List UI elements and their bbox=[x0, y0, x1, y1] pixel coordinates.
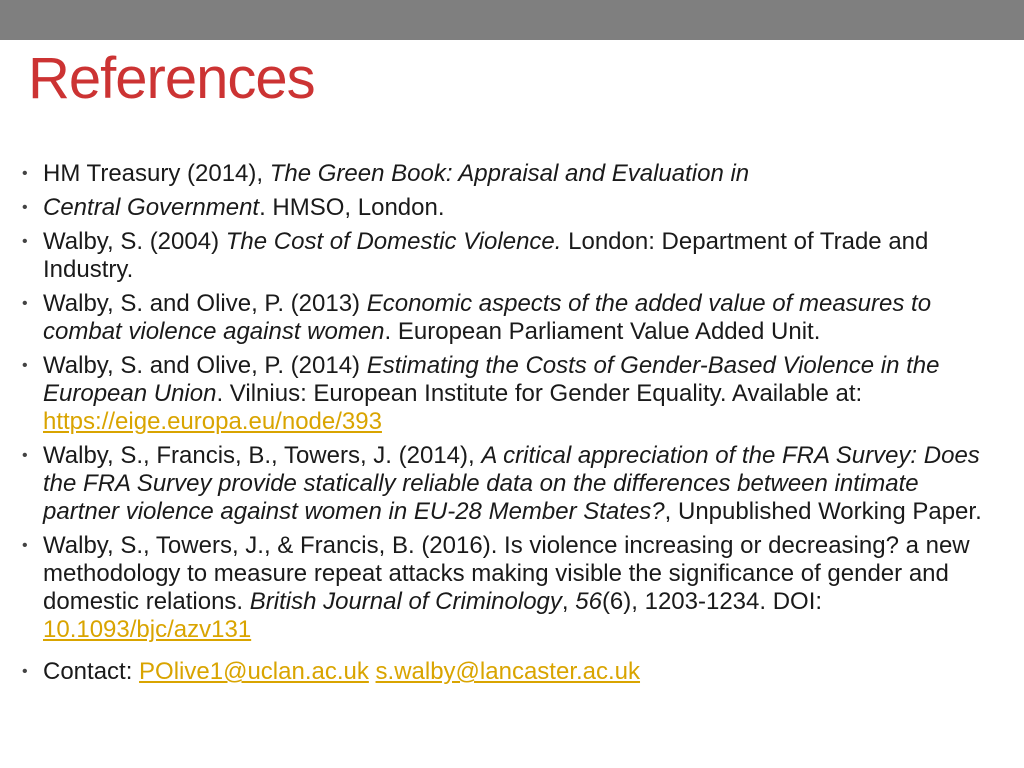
ref-doi-link[interactable]: 10.1093/bjc/azv131 bbox=[43, 616, 252, 643]
ref-title: The Cost of Domestic Violence. bbox=[225, 228, 562, 255]
reference-item bbox=[22, 194, 997, 222]
ref-title: A critical appreciation of the FRA Survey: Does the FRA Survey provide statically reliable data on the differences between intimate partner violence against women in EU-28 Member States? bbox=[43, 442, 980, 525]
slide-title: References bbox=[28, 46, 315, 111]
ref-title: The Green Book: Appraisal and Evaluation in bbox=[269, 160, 750, 187]
ref-link[interactable]: https://eige.europa.eu/node/393 bbox=[43, 408, 382, 435]
ref-publisher: London: Department of Trade and Industry. bbox=[43, 228, 929, 283]
reference-item bbox=[22, 290, 997, 346]
ref-publisher: . Vilnius: European Institute for Gender Equality. Available at: bbox=[216, 380, 863, 407]
reference-item bbox=[22, 352, 997, 436]
bullet-icon: • bbox=[22, 199, 28, 216]
bullet-icon: • bbox=[22, 663, 28, 680]
bullet-icon: • bbox=[22, 357, 28, 374]
contact-email-walby[interactable]: s.walby@lancaster.ac.uk bbox=[375, 658, 641, 685]
top-bar bbox=[0, 0, 1024, 40]
ref-author: Walby, S. and Olive, P. (2013) bbox=[43, 290, 367, 317]
ref-title: Economic aspects of the added value of measures to combat violence against women bbox=[43, 290, 932, 345]
ref-author: Walby, S., Francis, B., Towers, J. (2014), bbox=[43, 442, 482, 469]
ref-journal: British Journal of Criminology bbox=[249, 588, 562, 615]
reference-item bbox=[22, 532, 997, 644]
ref-author: Walby, S. and Olive, P. (2014) bbox=[43, 352, 367, 379]
ref-title: Estimating the Costs of Gender-Based Violence in the European Union bbox=[43, 352, 940, 407]
ref-volume: 56 bbox=[575, 588, 602, 615]
contact-item bbox=[22, 658, 997, 686]
ref-title: Central Government bbox=[43, 194, 260, 221]
bullet-icon: • bbox=[22, 537, 28, 554]
reference-list bbox=[22, 160, 997, 692]
bullet-icon: • bbox=[22, 295, 28, 312]
ref-pages: (6), 1203-1234. DOI: bbox=[601, 588, 823, 615]
reference-item bbox=[22, 160, 997, 188]
contact-email-olive[interactable]: POlive1@uclan.ac.uk bbox=[139, 658, 369, 685]
ref-publisher: . European Parliament Value Added Unit. bbox=[384, 318, 821, 345]
ref-separator: , bbox=[561, 588, 576, 615]
ref-publisher: , Unpublished Working Paper. bbox=[664, 498, 982, 525]
ref-publisher: . HMSO, London. bbox=[259, 194, 445, 221]
reference-item bbox=[22, 228, 997, 284]
bullet-icon: • bbox=[22, 233, 28, 250]
ref-author: HM Treasury (2014), bbox=[43, 160, 270, 187]
ref-author: Walby, S., Towers, J., & Francis, B. (2016). Is violence increasing or decreasing? a new methodology to measure repeat attacks making visible the significance of gender and domestic relations. bbox=[43, 532, 970, 615]
bullet-icon: • bbox=[22, 447, 28, 464]
reference-item bbox=[22, 442, 997, 526]
ref-author: Walby, S. (2004) bbox=[43, 228, 226, 255]
contact-label: Contact: bbox=[43, 658, 140, 685]
bullet-icon: • bbox=[22, 165, 28, 182]
